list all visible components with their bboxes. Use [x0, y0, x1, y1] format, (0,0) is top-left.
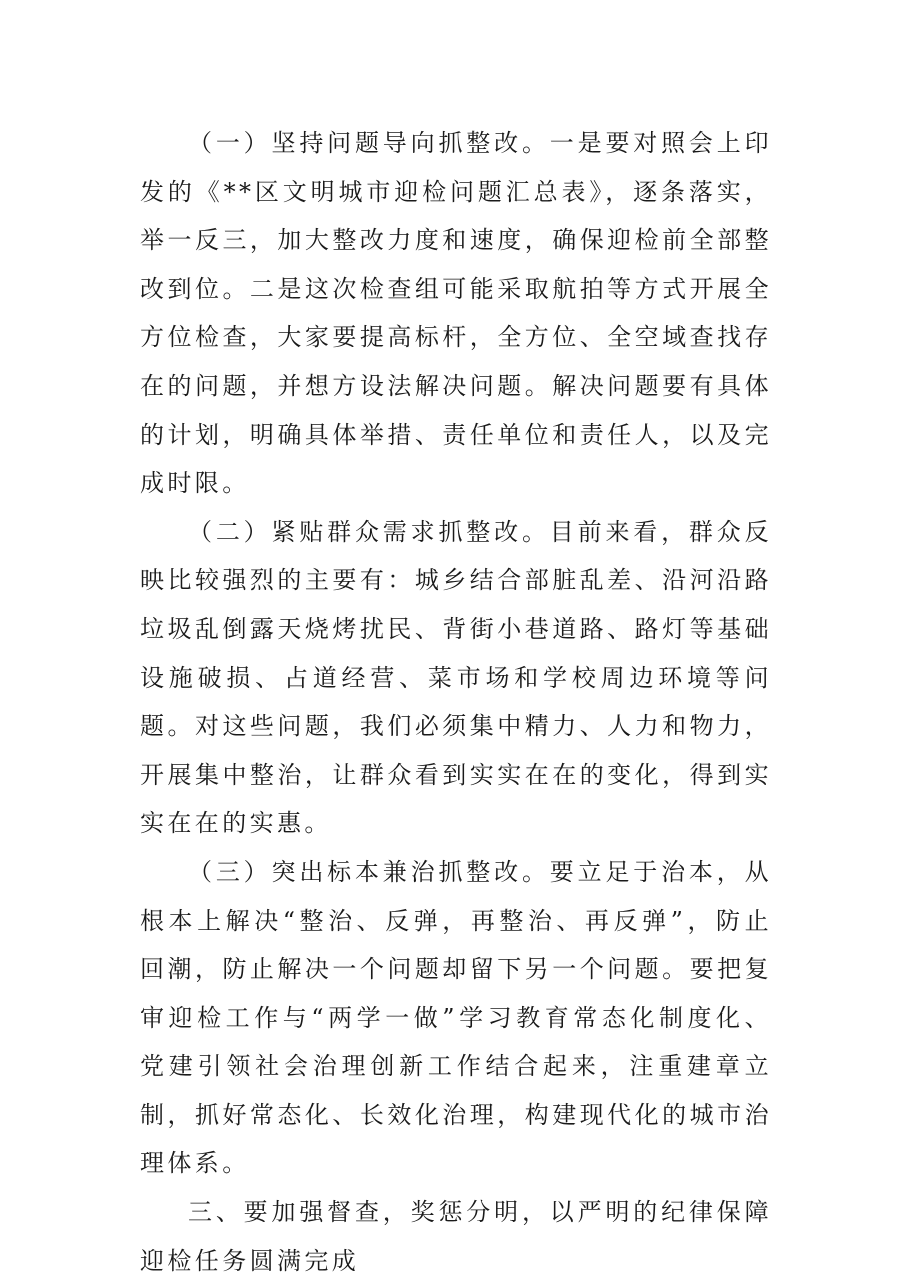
section-heading-3: 三、要加强督查，奖惩分明，以严明的纪律保障迎检任务圆满完成: [140, 1198, 772, 1275]
paragraph-1: （一）坚持问题导向抓整改。一是要对照会上印发的《**区文明城市迎检问题汇总表》，逐条落实，举一反三，加大整改力度和速度，确保迎检前全部整改到位。二是这次检查组可能采取航拍等方式开展全方位检查，大家要提高标杆，全方位、全空域查找存在的问题，并想方设法解决问题。解决问题要有具体的计划，明确具体举措、责任单位和责任人，以及完成时限。: [140, 129, 772, 498]
document-body: [140, 119, 772, 1285]
paragraph-3: （三）突出标本兼治抓整改。要立足于治本，从根本上解决“整治、反弹，再整治、再反弹”，防止回潮，防止解决一个问题却留下另一个问题。要把复审迎检工作与“两学一做”学习教育常态化制度化、党建引领社会治理创新工作结合起来，注重建章立制，抓好常态化、长效化治理，构建现代化的城市治理体系。: [140, 857, 772, 1178]
paragraph-2: （二）紧贴群众需求抓整改。目前来看，群众反映比较强烈的主要有：城乡结合部脏乱差、沿河沿路垃圾乱倒露天烧烤扰民、背街小巷道路、路灯等基础设施破损、占道经营、菜市场和学校周边环境等问题。对这些问题，我们必须集中精力、人力和物力，开展集中整治，让群众看到实实在在的变化，得到实实在在的实惠。: [140, 517, 772, 838]
